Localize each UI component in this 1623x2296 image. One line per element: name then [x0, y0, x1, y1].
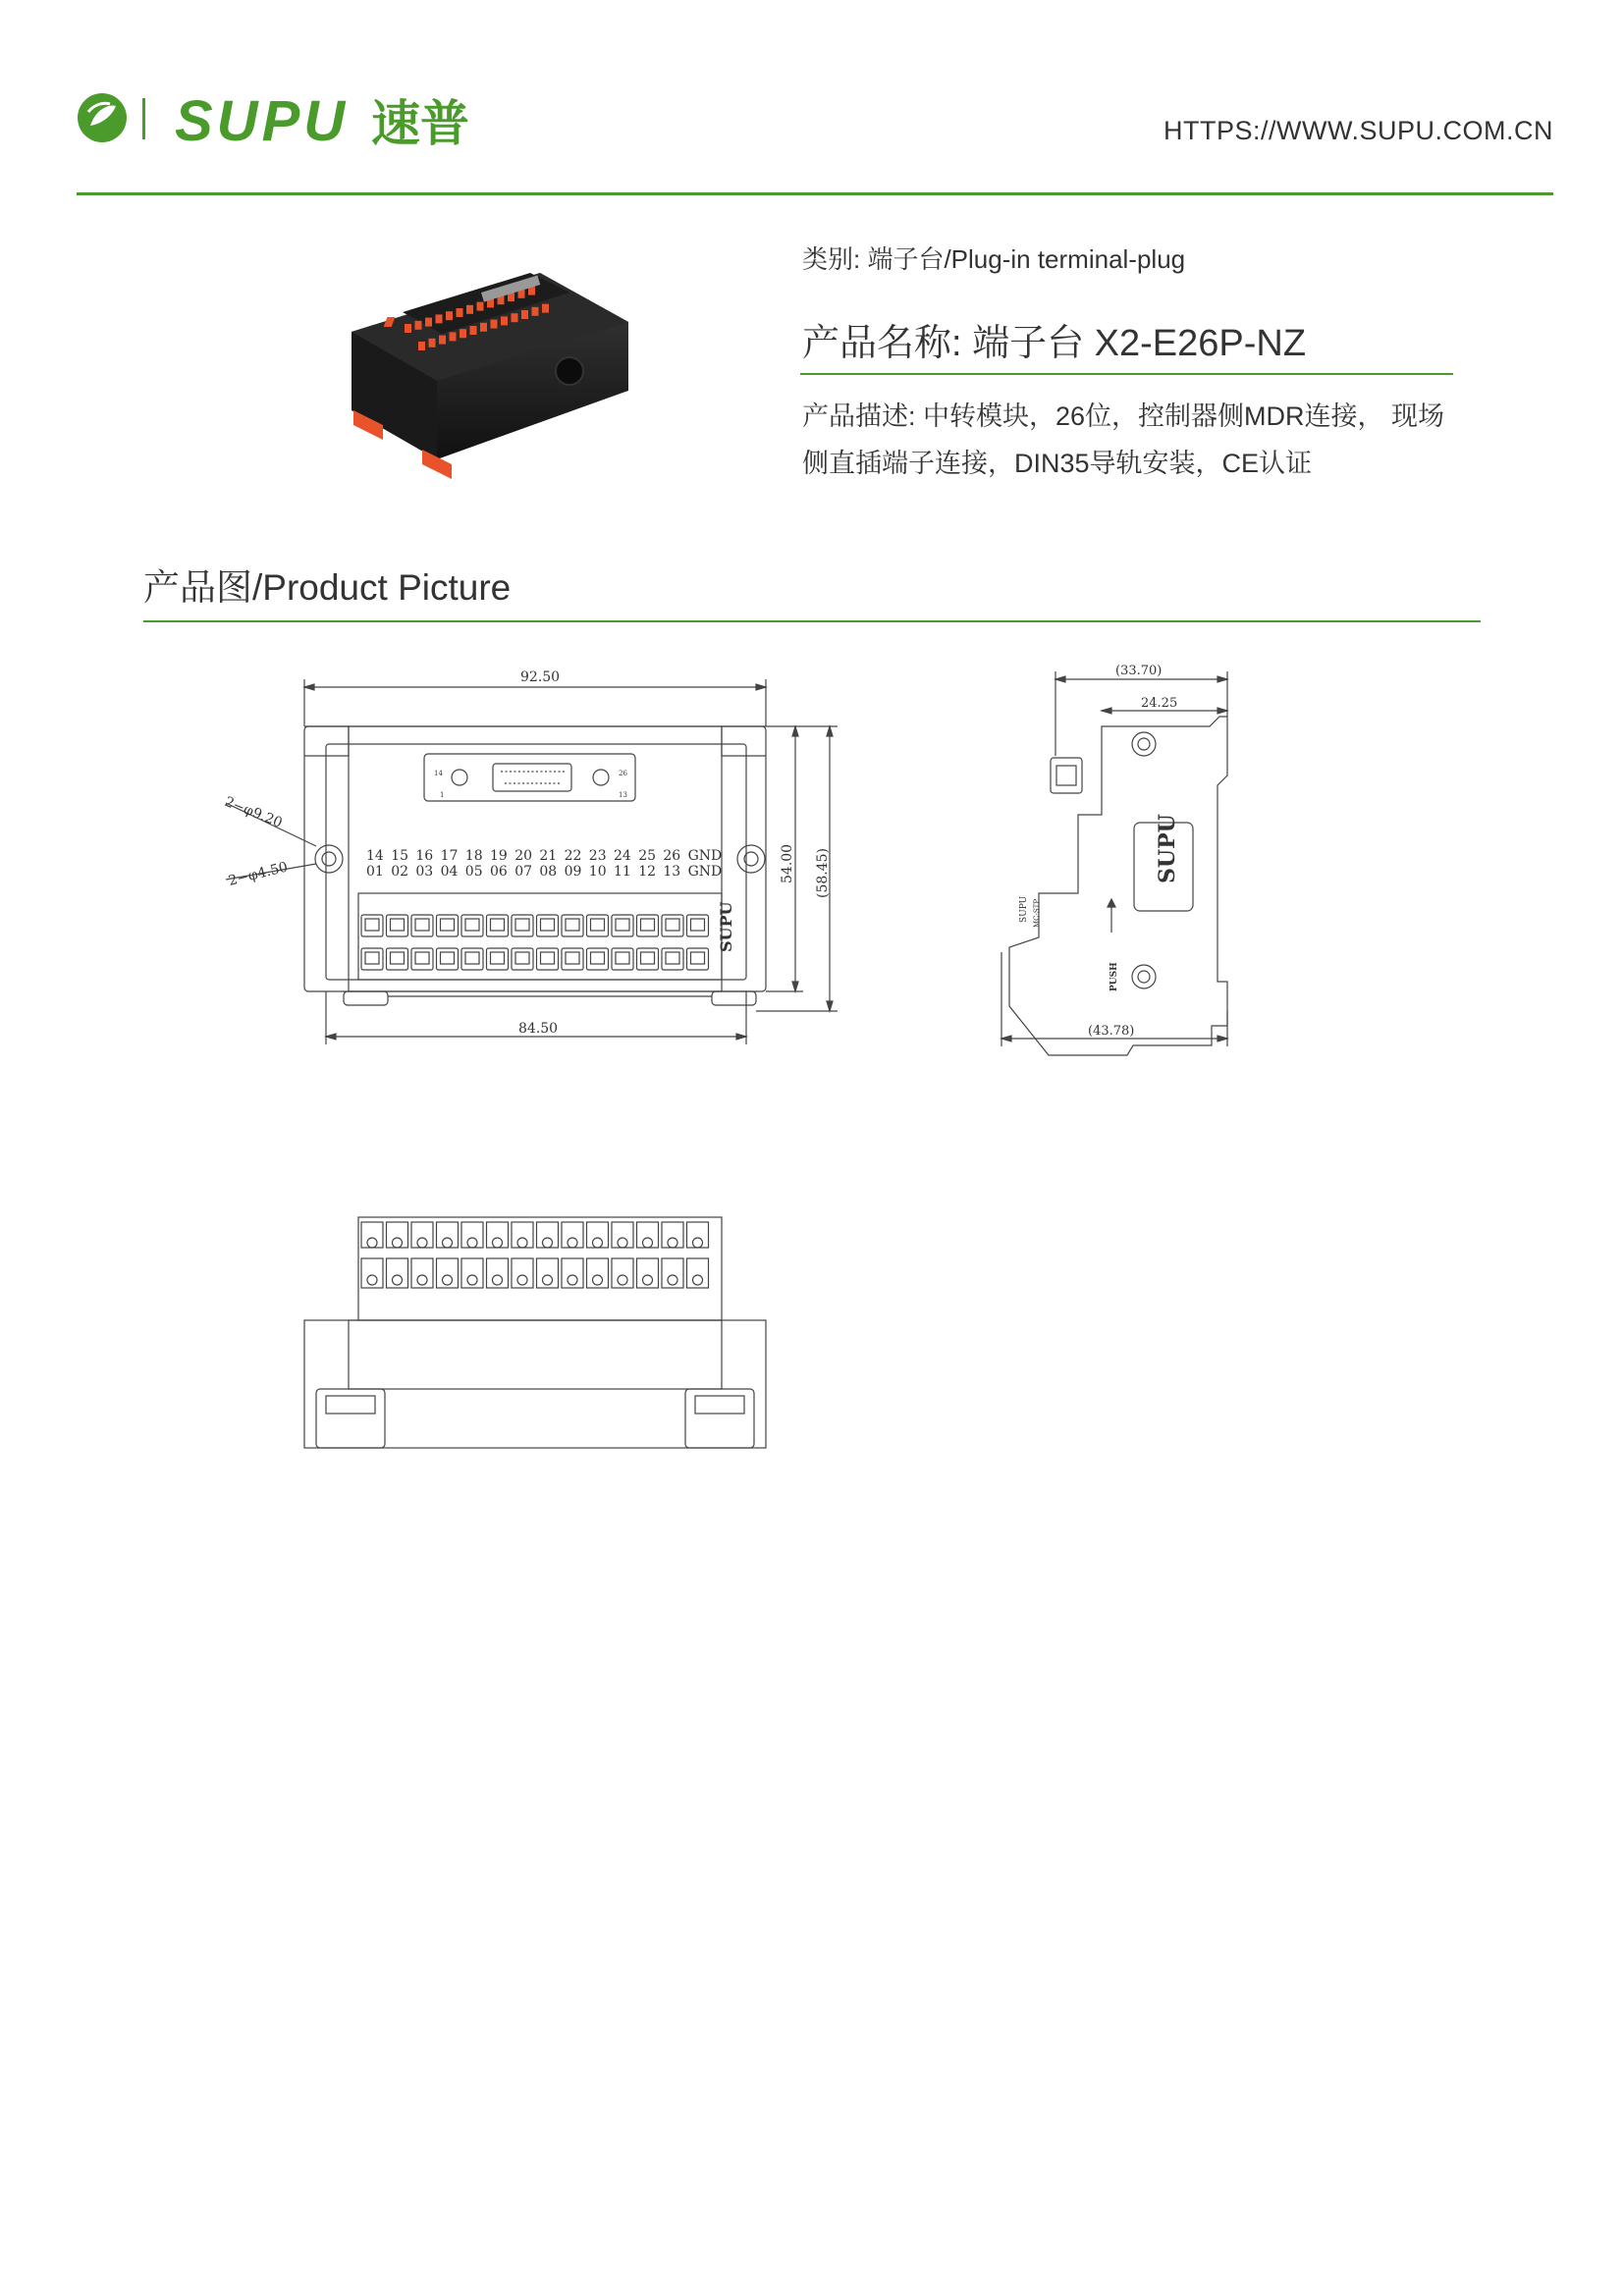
bottom-row-label: 12	[638, 864, 657, 880]
top-terminal-upper	[361, 1222, 383, 1248]
bottom-row-label: 09	[564, 864, 582, 880]
terminal-clip	[436, 314, 443, 323]
top-row-label: 14	[366, 848, 384, 864]
top-terminal-screw	[393, 1238, 403, 1248]
terminal-clip	[470, 326, 477, 335]
terminal-screw-upper	[541, 919, 555, 931]
supu-leaf-icon	[78, 93, 127, 142]
terminal-clip	[460, 329, 466, 338]
terminal-slot-lower	[387, 948, 408, 970]
terminal-slot-lower	[512, 948, 533, 970]
connector-pin-26: 26	[619, 770, 627, 777]
top-terminal-screw	[493, 1238, 503, 1248]
top-row-label: 16	[415, 848, 434, 864]
top-terminal-screw	[543, 1275, 553, 1285]
top-terminal-screw	[668, 1275, 677, 1285]
dim-width-top: 92.50	[520, 669, 561, 685]
terminal-slot-lower	[537, 948, 559, 970]
terminal-clip	[532, 307, 539, 316]
product-category: 类别: 端子台/Plug-in terminal-plug	[802, 244, 1186, 274]
push-label: PUSH	[1109, 962, 1119, 991]
front-side-brand: SUPU	[717, 901, 735, 952]
terminal-screw-upper	[465, 919, 479, 931]
terminal-clip	[542, 304, 549, 313]
terminal-clip	[466, 305, 473, 314]
side-small-brand: SUPU	[1019, 895, 1029, 923]
terminal-slot-lower	[662, 948, 683, 970]
terminal-slot-lower	[612, 948, 633, 970]
side-brand: SUPU	[1155, 814, 1180, 883]
website-url[interactable]: HTTPS://WWW.SUPU.COM.CN	[1163, 116, 1553, 145]
header-rule	[77, 192, 1553, 195]
bottom-row-labels	[366, 864, 722, 880]
section-rule	[143, 620, 1481, 622]
connector-pin-13: 13	[619, 791, 627, 799]
brand-latin: SUPU	[175, 89, 350, 153]
terminal-slot-lower	[361, 948, 383, 970]
top-terminal-upper	[512, 1222, 533, 1248]
top-terminal-screw	[593, 1238, 603, 1248]
terminal-screw-lower	[566, 952, 579, 964]
top-row-label: 19	[490, 848, 508, 864]
bottom-row-label: 01	[366, 864, 384, 880]
top-terminal-screw	[643, 1238, 653, 1248]
terminal-clip	[491, 320, 498, 329]
top-row-label: 17	[440, 848, 459, 864]
terminal-clip	[521, 310, 528, 319]
top-terminal-lower	[587, 1258, 609, 1288]
terminal-screw-lower	[365, 952, 379, 964]
top-terminal-upper	[387, 1222, 408, 1248]
terminal-screw-lower	[391, 952, 405, 964]
top-view-drawing	[304, 1217, 766, 1448]
top-view-terminals	[361, 1222, 709, 1288]
bottom-row-label: 11	[614, 864, 631, 880]
top-terminal-lower	[562, 1258, 583, 1288]
terminal-screw-upper	[566, 919, 579, 931]
terminal-slot-lower	[687, 948, 709, 970]
bottom-row-label: 02	[391, 864, 409, 880]
top-terminal-lower	[512, 1258, 533, 1288]
terminal-slot-upper	[461, 915, 483, 936]
terminal-slot-upper	[637, 915, 659, 936]
terminal-clip	[480, 323, 487, 332]
terminal-slot-upper	[437, 915, 459, 936]
brand-cn: 速普	[371, 95, 469, 152]
terminal-screw-upper	[365, 919, 379, 931]
top-terminal-screw	[668, 1238, 677, 1248]
terminal-screw-upper	[491, 919, 505, 931]
bottom-row-label: 13	[663, 864, 681, 880]
terminal-clip	[415, 321, 422, 330]
top-terminal-upper	[687, 1222, 709, 1248]
top-terminal-screw	[618, 1238, 627, 1248]
top-terminal-screw	[443, 1238, 453, 1248]
dim-height-inner: 54.00	[780, 843, 795, 883]
top-terminal-screw	[543, 1238, 553, 1248]
dim-height-outer: (58.45)	[815, 847, 831, 898]
terminal-screw-lower	[641, 952, 655, 964]
top-terminal-screw	[417, 1275, 427, 1285]
connector-pin-1: 1	[440, 791, 445, 799]
terminal-screw-lower	[666, 952, 679, 964]
side-small-code: MC-STP	[1033, 898, 1041, 928]
terminal-slot-lower	[461, 948, 483, 970]
top-terminal-upper	[461, 1222, 483, 1248]
hole-callout-small: 2−φ4.50	[227, 859, 290, 889]
top-terminal-upper	[637, 1222, 659, 1248]
top-terminal-lower	[361, 1258, 383, 1288]
top-terminal-screw	[568, 1275, 577, 1285]
terminal-screw-lower	[441, 952, 455, 964]
terminal-slot-lower	[587, 948, 609, 970]
terminal-clip	[501, 316, 508, 325]
side-dim-top-inner: 24.25	[1141, 696, 1178, 711]
bottom-row-label: 10	[588, 864, 607, 880]
terminal-screw-lower	[465, 952, 479, 964]
top-terminal-screw	[593, 1275, 603, 1285]
top-row-label: 24	[614, 848, 631, 864]
connector-pin-14: 14	[434, 770, 443, 777]
bottom-row-label: 07	[514, 864, 533, 880]
top-terminal-screw	[693, 1275, 703, 1285]
terminal-slot-upper	[512, 915, 533, 936]
terminal-slot-upper	[562, 915, 583, 936]
terminal-slot-upper	[387, 915, 408, 936]
top-terminal-lower	[461, 1258, 483, 1288]
top-terminal-screw	[693, 1238, 703, 1248]
name-rule	[800, 373, 1453, 375]
hole-callout-large: 2−φ9.20	[222, 793, 285, 831]
bottom-row-label: 04	[440, 864, 459, 880]
front-view-drawing	[223, 669, 838, 1044]
terminal-slot-upper	[537, 915, 559, 936]
top-terminal-screw	[517, 1275, 527, 1285]
side-view-drawing	[1001, 664, 1227, 1055]
top-terminal-screw	[618, 1275, 627, 1285]
top-row-label: 25	[638, 848, 657, 864]
top-terminal-screw	[443, 1275, 453, 1285]
terminal-screw-lower	[691, 952, 705, 964]
top-terminal-screw	[643, 1275, 653, 1285]
terminal-screw-lower	[541, 952, 555, 964]
top-row-labels	[366, 848, 722, 864]
terminal-screw-upper	[391, 919, 405, 931]
top-terminal-lower	[537, 1258, 559, 1288]
terminal-screw-upper	[515, 919, 529, 931]
top-terminal-lower	[687, 1258, 709, 1288]
terminal-slot-upper	[612, 915, 633, 936]
top-row-label: GND	[687, 848, 723, 864]
top-terminal-screw	[417, 1238, 427, 1248]
terminal-clip	[425, 318, 432, 327]
terminal-screw-upper	[415, 919, 429, 931]
terminal-slot-upper	[361, 915, 383, 936]
top-terminal-lower	[437, 1258, 459, 1288]
terminal-screw-upper	[616, 919, 629, 931]
top-row-label: 23	[588, 848, 607, 864]
terminal-slot-lower	[487, 948, 509, 970]
side-dim-bottom: (43.78)	[1088, 1024, 1135, 1039]
terminal-clip	[446, 311, 453, 320]
top-terminal-lower	[612, 1258, 633, 1288]
terminal-screw-lower	[491, 952, 505, 964]
top-terminal-screw	[367, 1238, 377, 1248]
terminal-slot-lower	[437, 948, 459, 970]
terminal-screw-upper	[441, 919, 455, 931]
top-terminal-upper	[411, 1222, 433, 1248]
terminal-clip	[439, 336, 446, 345]
top-row-label: 26	[663, 848, 681, 864]
supu-logo	[77, 86, 499, 155]
top-terminal-upper	[537, 1222, 559, 1248]
top-terminal-upper	[437, 1222, 459, 1248]
top-terminal-lower	[637, 1258, 659, 1288]
terminal-screw-lower	[616, 952, 629, 964]
terminal-slot-upper	[487, 915, 509, 936]
top-terminal-lower	[487, 1258, 509, 1288]
technical-drawings	[206, 658, 1286, 1463]
terminal-clip	[405, 324, 411, 333]
top-terminal-screw	[568, 1238, 577, 1248]
bottom-row-label: 03	[415, 864, 434, 880]
bottom-row-label: GND	[687, 864, 723, 880]
logo-divider	[142, 98, 145, 139]
terminal-slot-upper	[662, 915, 683, 936]
terminal-clip	[418, 342, 425, 350]
terminal-columns	[361, 915, 709, 970]
bottom-row-label: 08	[539, 864, 558, 880]
top-terminal-lower	[662, 1258, 683, 1288]
top-terminal-screw	[467, 1275, 477, 1285]
product-photo	[334, 253, 628, 499]
section-title: 产品图/Product Picture	[143, 567, 512, 608]
top-row-label: 21	[539, 848, 558, 864]
top-terminal-lower	[411, 1258, 433, 1288]
terminal-screw-lower	[591, 952, 605, 964]
top-terminal-screw	[367, 1275, 377, 1285]
terminal-slot-upper	[411, 915, 433, 936]
terminal-clip	[477, 302, 484, 311]
terminal-screw-lower	[415, 952, 429, 964]
bottom-row-label: 06	[490, 864, 508, 880]
terminal-slot-lower	[637, 948, 659, 970]
terminal-slot-upper	[587, 915, 609, 936]
top-terminal-screw	[467, 1238, 477, 1248]
top-terminal-upper	[562, 1222, 583, 1248]
terminal-slot-upper	[687, 915, 709, 936]
product-name: 产品名称: 端子台 X2-E26P-NZ	[802, 323, 1307, 364]
terminal-clip	[457, 308, 463, 317]
terminal-clip	[429, 339, 436, 347]
top-row-label: 18	[464, 848, 483, 864]
terminal-slot-lower	[562, 948, 583, 970]
product-description: 产品描述: 中转模块，26位，控制器侧MDR连接， 现场侧直插端子连接，DIN35导轨安装，CE认证	[802, 401, 1445, 478]
terminal-screw-upper	[591, 919, 605, 931]
terminal-screw-lower	[515, 952, 529, 964]
terminal-screw-upper	[666, 919, 679, 931]
top-terminal-screw	[493, 1275, 503, 1285]
top-terminal-upper	[662, 1222, 683, 1248]
top-terminal-screw	[393, 1275, 403, 1285]
top-row-label: 15	[391, 848, 409, 864]
bottom-row-label: 05	[464, 864, 483, 880]
terminal-slot-lower	[411, 948, 433, 970]
terminal-screw-upper	[641, 919, 655, 931]
top-terminal-upper	[587, 1222, 609, 1248]
terminal-clip	[450, 332, 457, 341]
dim-width-bottom: 84.50	[518, 1021, 559, 1037]
terminal-clip	[512, 313, 518, 322]
top-row-label: 22	[564, 848, 582, 864]
top-terminal-upper	[612, 1222, 633, 1248]
top-row-label: 20	[514, 848, 533, 864]
top-terminal-upper	[487, 1222, 509, 1248]
side-dim-top-outer: (33.70)	[1115, 664, 1163, 678]
top-terminal-screw	[517, 1238, 527, 1248]
terminal-screw-upper	[691, 919, 705, 931]
top-terminal-lower	[387, 1258, 408, 1288]
